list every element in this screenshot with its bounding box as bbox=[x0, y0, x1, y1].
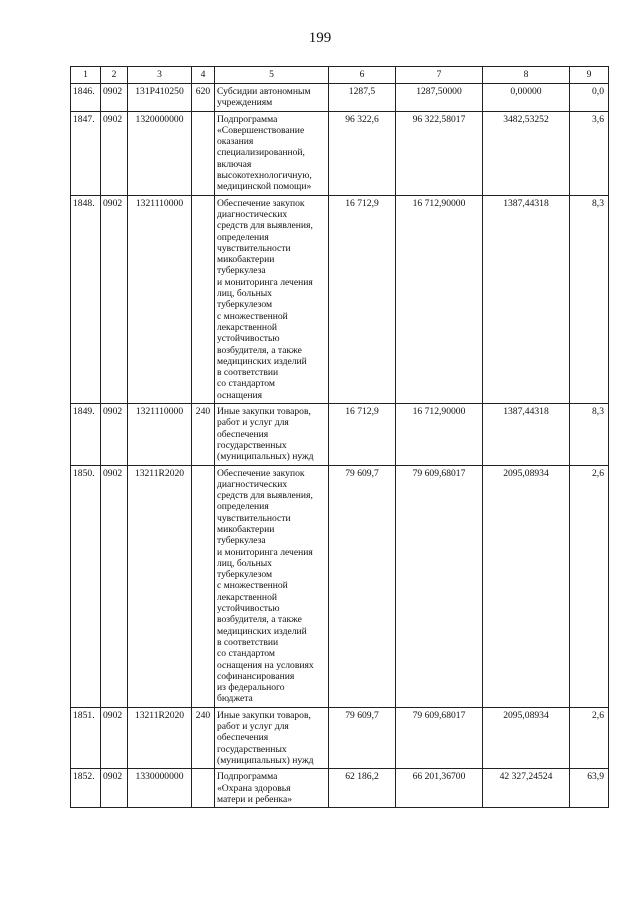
approved-amount: 96 322,6 bbox=[329, 111, 396, 195]
expense-type-code bbox=[192, 465, 215, 707]
target-article-code: 1330000000 bbox=[128, 769, 192, 808]
expense-type-code: 240 bbox=[192, 707, 215, 768]
executed-amount: 0,00000 bbox=[483, 84, 570, 112]
target-article-code: 131P410250 bbox=[128, 84, 192, 112]
column-header-6: 6 bbox=[329, 67, 396, 84]
column-header-3: 3 bbox=[128, 67, 192, 84]
execution-percent: 63,9 bbox=[570, 769, 609, 808]
table-row bbox=[71, 84, 609, 112]
table-row bbox=[71, 707, 609, 768]
expense-type-code: 620 bbox=[192, 84, 215, 112]
header-row bbox=[71, 67, 609, 84]
row-number: 1849. bbox=[71, 404, 101, 465]
column-header-1: 1 bbox=[71, 67, 101, 84]
executed-amount: 42 327,24524 bbox=[483, 769, 570, 808]
refined-amount: 66 201,36700 bbox=[396, 769, 483, 808]
row-number: 1852. bbox=[71, 769, 101, 808]
section-code: 0902 bbox=[101, 195, 128, 403]
row-number: 1848. bbox=[71, 195, 101, 403]
approved-amount: 16 712,9 bbox=[329, 404, 396, 465]
expense-type-code bbox=[192, 195, 215, 403]
item-name: Иные закупки товаров, работ и услуг для обеспечения государственных (муниципальных) нужд bbox=[215, 404, 329, 465]
section-code: 0902 bbox=[101, 84, 128, 112]
column-header-4: 4 bbox=[192, 67, 215, 84]
budget-table bbox=[70, 66, 609, 808]
item-name: Обеспечение закупок диагностических средств для выявления, определения чувствительности микобактерии туберкулеза и мониторинга лечения лиц, больных туберкулезом с множественной лекарственной устойчивостью возбудителя, а также медицинских изделий в соответствии со стандартом оснащения на условиях софинансирования из федерального бюджета bbox=[215, 465, 329, 707]
refined-amount: 79 609,68017 bbox=[396, 465, 483, 707]
column-header-2: 2 bbox=[101, 67, 128, 84]
approved-amount: 62 186,2 bbox=[329, 769, 396, 808]
section-code: 0902 bbox=[101, 404, 128, 465]
approved-amount: 16 712,9 bbox=[329, 195, 396, 403]
item-name: Обеспечение закупок диагностических средств для выявления, определения чувствительности микобактерии туберкулеза и мониторинга лечения лиц, больных туберкулезом с множественной лекарственной устойчивостью возбудителя, а также медицинских изделий в соответствии со стандартом оснащения bbox=[215, 195, 329, 403]
expense-type-code: 240 bbox=[192, 404, 215, 465]
row-number: 1846. bbox=[71, 84, 101, 112]
expense-type-code bbox=[192, 111, 215, 195]
item-name: Подпрограмма «Охрана здоровья матери и ребенка» bbox=[215, 769, 329, 808]
refined-amount: 1287,50000 bbox=[396, 84, 483, 112]
target-article-code: 13211R2020 bbox=[128, 707, 192, 768]
approved-amount: 79 609,7 bbox=[329, 465, 396, 707]
table-row bbox=[71, 195, 609, 403]
executed-amount: 3482,53252 bbox=[483, 111, 570, 195]
row-number: 1851. bbox=[71, 707, 101, 768]
item-name: Подпрограмма «Совершенствование оказания специализированной, включая высокотехнологичную, медицинской помощи» bbox=[215, 111, 329, 195]
column-header-7: 7 bbox=[396, 67, 483, 84]
target-article-code: 1321110000 bbox=[128, 404, 192, 465]
target-article-code: 1321110000 bbox=[128, 195, 192, 403]
page-number: 199 bbox=[308, 30, 332, 46]
refined-amount: 96 322,58017 bbox=[396, 111, 483, 195]
executed-amount: 1387,44318 bbox=[483, 195, 570, 403]
execution-percent: 2,6 bbox=[570, 707, 609, 768]
section-code: 0902 bbox=[101, 707, 128, 768]
execution-percent: 0,0 bbox=[570, 84, 609, 112]
execution-percent: 8,3 bbox=[570, 404, 609, 465]
expense-type-code bbox=[192, 769, 215, 808]
table-row bbox=[71, 465, 609, 707]
executed-amount: 2095,08934 bbox=[483, 465, 570, 707]
execution-percent: 2,6 bbox=[570, 465, 609, 707]
item-name: Иные закупки товаров, работ и услуг для обеспечения государственных (муниципальных) нужд bbox=[215, 707, 329, 768]
executed-amount: 2095,08934 bbox=[483, 707, 570, 768]
column-header-8: 8 bbox=[483, 67, 570, 84]
section-code: 0902 bbox=[101, 769, 128, 808]
row-number: 1850. bbox=[71, 465, 101, 707]
refined-amount: 16 712,90000 bbox=[396, 404, 483, 465]
refined-amount: 16 712,90000 bbox=[396, 195, 483, 403]
table-row bbox=[71, 404, 609, 465]
refined-amount: 79 609,68017 bbox=[396, 707, 483, 768]
table-body bbox=[71, 84, 609, 808]
section-code: 0902 bbox=[101, 111, 128, 195]
executed-amount: 1387,44318 bbox=[483, 404, 570, 465]
execution-percent: 3,6 bbox=[570, 111, 609, 195]
approved-amount: 1287,5 bbox=[329, 84, 396, 112]
row-number: 1847. bbox=[71, 111, 101, 195]
target-article-code: 13211R2020 bbox=[128, 465, 192, 707]
column-header-5: 5 bbox=[215, 67, 329, 84]
section-code: 0902 bbox=[101, 465, 128, 707]
approved-amount: 79 609,7 bbox=[329, 707, 396, 768]
table-row bbox=[71, 769, 609, 808]
item-name: Субсидии автономным учреждениям bbox=[215, 84, 329, 112]
target-article-code: 1320000000 bbox=[128, 111, 192, 195]
execution-percent: 8,3 bbox=[570, 195, 609, 403]
table-row bbox=[71, 111, 609, 195]
column-header-9: 9 bbox=[570, 67, 609, 84]
